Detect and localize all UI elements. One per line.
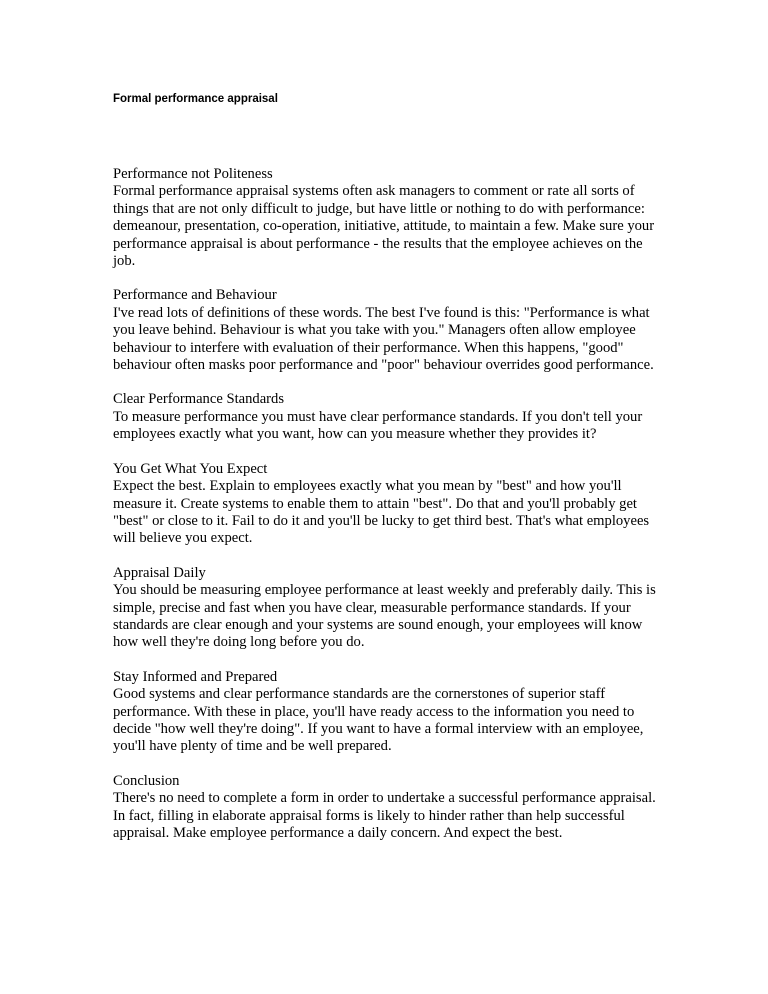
section-performance-and-behaviour [113, 287, 658, 374]
section-heading: Appraisal Daily [113, 564, 206, 581]
section-body: Good systems and clear performance standards are the cornerstones of superior staff performance. With these in place, you'll have ready access to the information you need to decide "how well they're doing". If you want to have a formal interview with an employee, you'll have plenty of time and be well prepared. [113, 686, 644, 755]
section-stay-informed-and-prepared [113, 669, 658, 756]
document-sections [113, 166, 658, 859]
section-performance-not-politeness [113, 166, 658, 270]
section-heading: Clear Performance Standards [113, 391, 285, 408]
section-body: Expect the best. Explain to employees exactly what you mean by "best" and how you'll measure it. Create systems to enable them to attain "best". Do that and you'll probably get "best" or close to it. Fail to do it and you'll be lucky to get third best. That's what employees will believe you expect. [113, 478, 650, 547]
section-body: I've read lots of definitions of these words. The best I've found is this: "Performance is what you leave behind. Behaviour is what you take with you." Managers often allow employee behaviour to interfere with evaluation of their performance. When this happens, "good" behaviour often masks poor performance and "poor" behaviour overrides good performance. [113, 304, 654, 374]
section-body: Formal performance appraisal systems often ask managers to comment or rate all sorts of things that are not only difficult to judge, but have little or nothing to do with performance: demeanour, presentation, co-operation, initiative, attitude, to maintain a few. Make sure your performance appraisal is about performance - the results that the employee achieves on the job. [113, 183, 655, 270]
section-body: To measure performance you must have clear performance standards. If you don't tell your employees exactly what you want, how can you measure whether they provides it? [113, 408, 643, 443]
section-you-get-what-you-expect [113, 461, 658, 548]
document-title: Formal performance appraisal [113, 93, 278, 105]
section-heading: Performance and Behaviour [113, 287, 277, 304]
section-body: There's no need to complete a form in order to undertake a successful performance appraisal. In fact, filling in elaborate appraisal forms is likely to hinder rather than help successful appraisal. Make employee performance a daily concern. And expect the best. [113, 790, 656, 841]
section-heading: Conclusion [113, 772, 180, 789]
section-clear-performance-standards [113, 391, 658, 443]
section-appraisal-daily [113, 565, 658, 652]
section-heading: Stay Informed and Prepared [113, 668, 278, 685]
section-conclusion [113, 773, 658, 843]
section-heading: You Get What You Expect [113, 460, 268, 477]
section-heading: Performance not Politeness [113, 166, 273, 182]
section-body: You should be measuring employee performance at least weekly and preferably daily. This is simple, precise and fast when you have clear, measurable performance standards. If your standards are clear enough and your systems are sound enough, your employees will know how well they're doing long before you do. [113, 582, 656, 651]
